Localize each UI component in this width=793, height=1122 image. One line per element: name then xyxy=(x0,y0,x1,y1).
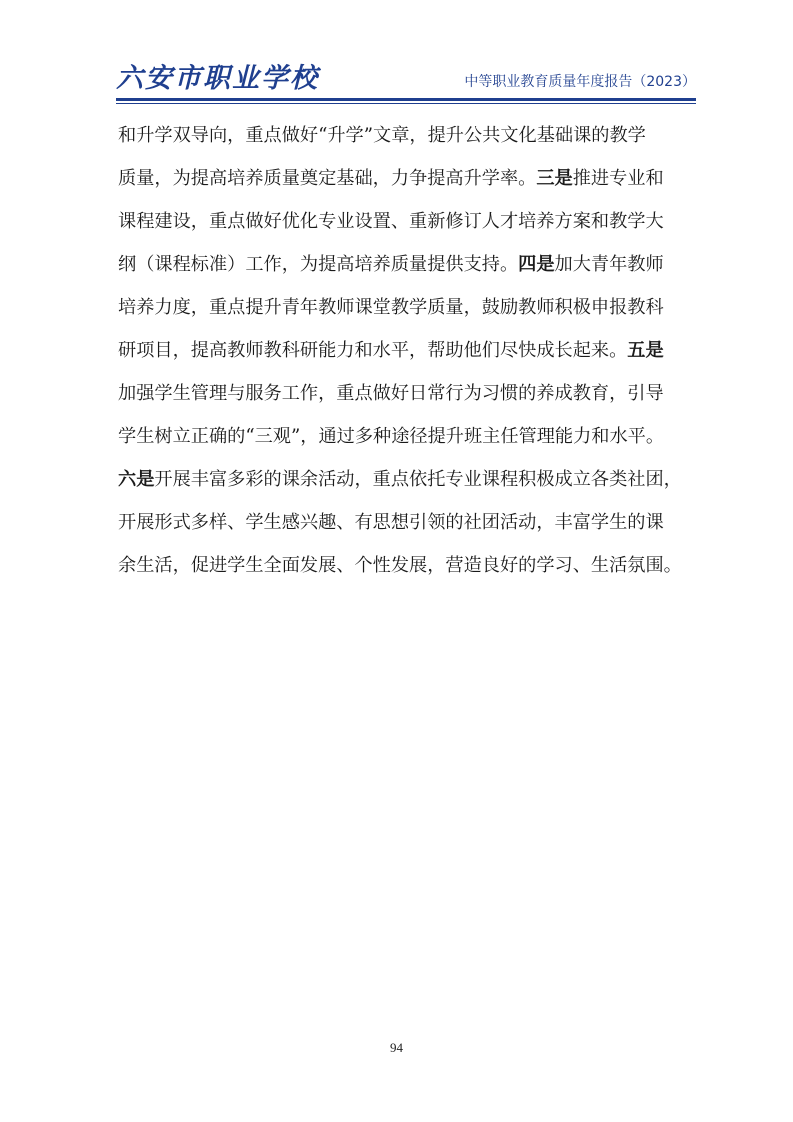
report-title: 中等职业教育质量年度报告（2023） xyxy=(464,74,696,90)
page-number: 94 xyxy=(390,1040,403,1055)
text-segment: 培养力度，重点提升青年教师课堂教学质量，鼓励教师积极申报教科 xyxy=(118,297,664,318)
emphasis-text: 六是 xyxy=(118,469,155,490)
body-paragraph xyxy=(118,114,698,587)
emphasis-text: 五是 xyxy=(627,340,664,361)
header-rule-thick xyxy=(116,98,696,101)
school-logo-text: 六安市职业学校 xyxy=(116,63,319,94)
text-line xyxy=(118,200,698,243)
text-segment: 开展丰富多彩的课余活动，重点依托专业课程积极成立各类社团， xyxy=(154,469,682,490)
text-segment: 推进专业和 xyxy=(572,168,664,189)
text-line xyxy=(118,458,698,501)
header-rule-thin xyxy=(116,103,696,104)
text-line xyxy=(118,114,698,157)
text-line xyxy=(118,544,698,587)
text-segment: 课程建设，重点做好优化专业设置、重新修订人才培养方案和教学大 xyxy=(118,211,664,232)
text-line xyxy=(118,157,698,200)
text-segment: 纲（课程标准）工作，为提高培养质量提供支持。 xyxy=(118,254,519,275)
text-segment: 学生树立正确的“三观”，通过多种途径提升班主任管理能力和水平。 xyxy=(118,426,665,447)
text-segment: 加大青年教师 xyxy=(554,254,664,275)
emphasis-text: 四是 xyxy=(518,254,555,275)
text-segment: 质量，为提高培养质量奠定基础，力争提高升学率。 xyxy=(118,168,537,189)
text-line xyxy=(118,329,698,372)
text-line xyxy=(118,243,698,286)
text-segment: 开展形式多样、学生感兴趣、有思想引领的社团活动，丰富学生的课 xyxy=(118,512,664,533)
text-line xyxy=(118,372,698,415)
text-line xyxy=(118,415,698,458)
text-segment: 余生活，促进学生全面发展、个性发展，营造良好的学习、生活氛围。 xyxy=(118,555,682,576)
text-line xyxy=(118,286,698,329)
page-header xyxy=(116,62,696,96)
text-line xyxy=(118,501,698,544)
emphasis-text: 三是 xyxy=(536,168,573,189)
text-segment: 加强学生管理与服务工作，重点做好日常行为习惯的养成教育，引导 xyxy=(118,383,664,404)
text-segment: 研项目，提高教师教科研能力和水平，帮助他们尽快成长起来。 xyxy=(118,340,628,361)
text-segment: 和升学双导向，重点做好“升学”文章，提升公共文化基础课的教学 xyxy=(118,125,646,146)
